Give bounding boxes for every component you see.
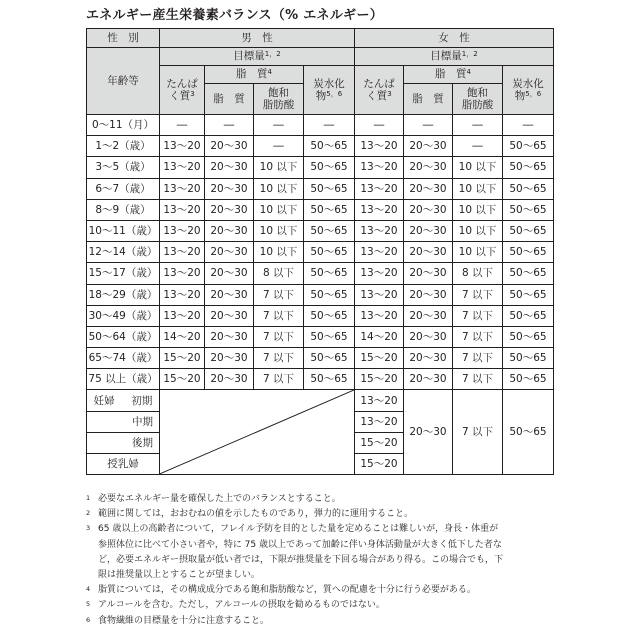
sex-header: 性 別 <box>87 29 160 48</box>
male-carb-header: 炭水化 物$^{5,6}$ <box>304 66 355 115</box>
pregnancy-sfa: 7 以下 <box>453 390 503 475</box>
table-row: 75 以上（歳） 15～20 20～30 7 以下 50～65 15～20 20～30 7 以下 50～65 <box>87 369 554 390</box>
male-header: 男 性 <box>160 29 355 48</box>
table-row: 50～64（歳） 14～20 20～30 7 以下 50～65 14～20 20～30 7 以下 50～65 <box>87 326 554 347</box>
diagonal-line <box>160 390 354 474</box>
table-row: 12～14（歳） 13～20 20～30 10 以下 50～65 13～20 20～30 10 以下 50～65 <box>87 242 554 263</box>
lactating-label: 授乳婦 <box>87 454 160 475</box>
footnotes <box>86 492 556 629</box>
female-sfa-header: 飽和 脂肪酸 <box>453 84 503 115</box>
pregnancy-early-label: 妊婦 初期 <box>87 390 160 411</box>
table-row: 15～17（歳） 13～20 20～30 8 以下 50～65 13～20 20～30 8 以下 50～65 <box>87 263 554 284</box>
table-row: 8～9（歳） 13～20 20～30 10 以下 50～65 13～20 20～30 10 以下 50～65 <box>87 199 554 220</box>
female-fat-header: 脂 質$^4$ <box>404 66 503 84</box>
pregnancy-carb: 50～65 <box>503 390 554 475</box>
pregnancy-fat: 20～30 <box>404 390 453 475</box>
pregnancy-row-mid: 中期 13～20 <box>87 411 554 432</box>
footnote: 2 範囲に関しては，おおむねの値を示したものであり，弾力的に運用すること。 <box>86 509 414 520</box>
female-header: 女 性 <box>355 29 554 48</box>
age-header: 年齢等 <box>87 48 160 115</box>
pregnancy-late-label: 後期 <box>87 432 160 453</box>
male-sfa-header: 飽和 脂肪酸 <box>254 84 304 115</box>
pregnancy-mid-label: 中期 <box>87 411 160 432</box>
table-row: 10～11（歳） 13～20 20～30 10 以下 50～65 13～20 20～30 10 以下 50～65 <box>87 220 554 241</box>
table-row: 30～49（歳） 13～20 20～30 7 以下 50～65 13～20 20～30 7 以下 50～65 <box>87 305 554 326</box>
table-row: 65～74（歳） 15～20 20～30 7 以下 50～65 15～20 20～30 7 以下 50～65 <box>87 348 554 369</box>
pregnancy-row-late: 後期 15～20 <box>87 432 554 453</box>
female-target-header: 目標量$^{1,2}$ <box>355 48 554 66</box>
table-row: 0～11（月） ― ― ― ― ― ― ― ― <box>87 115 554 136</box>
footnote: 4 脂質については，その構成成分である飽和脂肪酸など，質への配慮を十分に行う必要がある。 <box>86 585 476 596</box>
female-carb-header: 炭水化 物$^{5,6}$ <box>503 66 554 115</box>
footnote: 1 必要なエネルギー量を確保した上でのバランスとすること。 <box>86 494 341 504</box>
table-row: 3～5（歳） 13～20 20～30 10 以下 50～65 13～20 20～30 10 以下 50～65 <box>87 157 554 178</box>
footnote: 3 65 歳以上の高齢者について，フレイル予防を目的とした量を定めることは難しいが，身長・体重が 参照体位に比べて小さい者や，特に 75 歳以上であって加齢に伴い身体活動量が大きく低下した者な ど，必要エネルギー摂取量が低い者では，下限が推奨量を下回る場合があり得る。この場合でも，下 限は推奨量以上とすることが望ましい。 <box>86 524 504 581</box>
table-row: 18～29（歳） 13～20 20～30 7 以下 50～65 13～20 20～30 7 以下 50～65 <box>87 284 554 305</box>
pregnancy-row-early: 妊婦 初期 13～20 20～30 7 以下 50～65 <box>87 390 554 411</box>
footnote: 6 食物繊維の目標量を十分に注意すること。 <box>86 615 270 626</box>
footnote: 5 アルコールを含む。ただし，アルコールの摂取を勧めるものではない。 <box>86 600 385 611</box>
male-target-header: 目標量$^{1,2}$ <box>160 48 355 66</box>
male-fat-header: 脂 質$^4$ <box>205 66 304 84</box>
male-protein-header: たんぱ く質$^3$ <box>160 66 205 115</box>
male-not-applicable-cell <box>160 390 355 475</box>
male-fat-sub-header: 脂 質 <box>205 84 254 115</box>
female-protein-header: たんぱ く質$^3$ <box>355 66 404 115</box>
female-fat-sub-header: 脂 質 <box>404 84 453 115</box>
lactating-row: 授乳婦 15～20 <box>87 454 554 475</box>
energy-balance-table <box>86 28 554 475</box>
table-row: 1～2（歳） 13～20 20～30 ― 50～65 13～20 20～30 ― 50～65 <box>87 136 554 157</box>
table-row: 6～7（歳） 13～20 20～30 10 以下 50～65 13～20 20～30 10 以下 50～65 <box>87 178 554 199</box>
table-title: エネルギー産生栄養素バランス（% エネルギー） <box>86 8 384 23</box>
